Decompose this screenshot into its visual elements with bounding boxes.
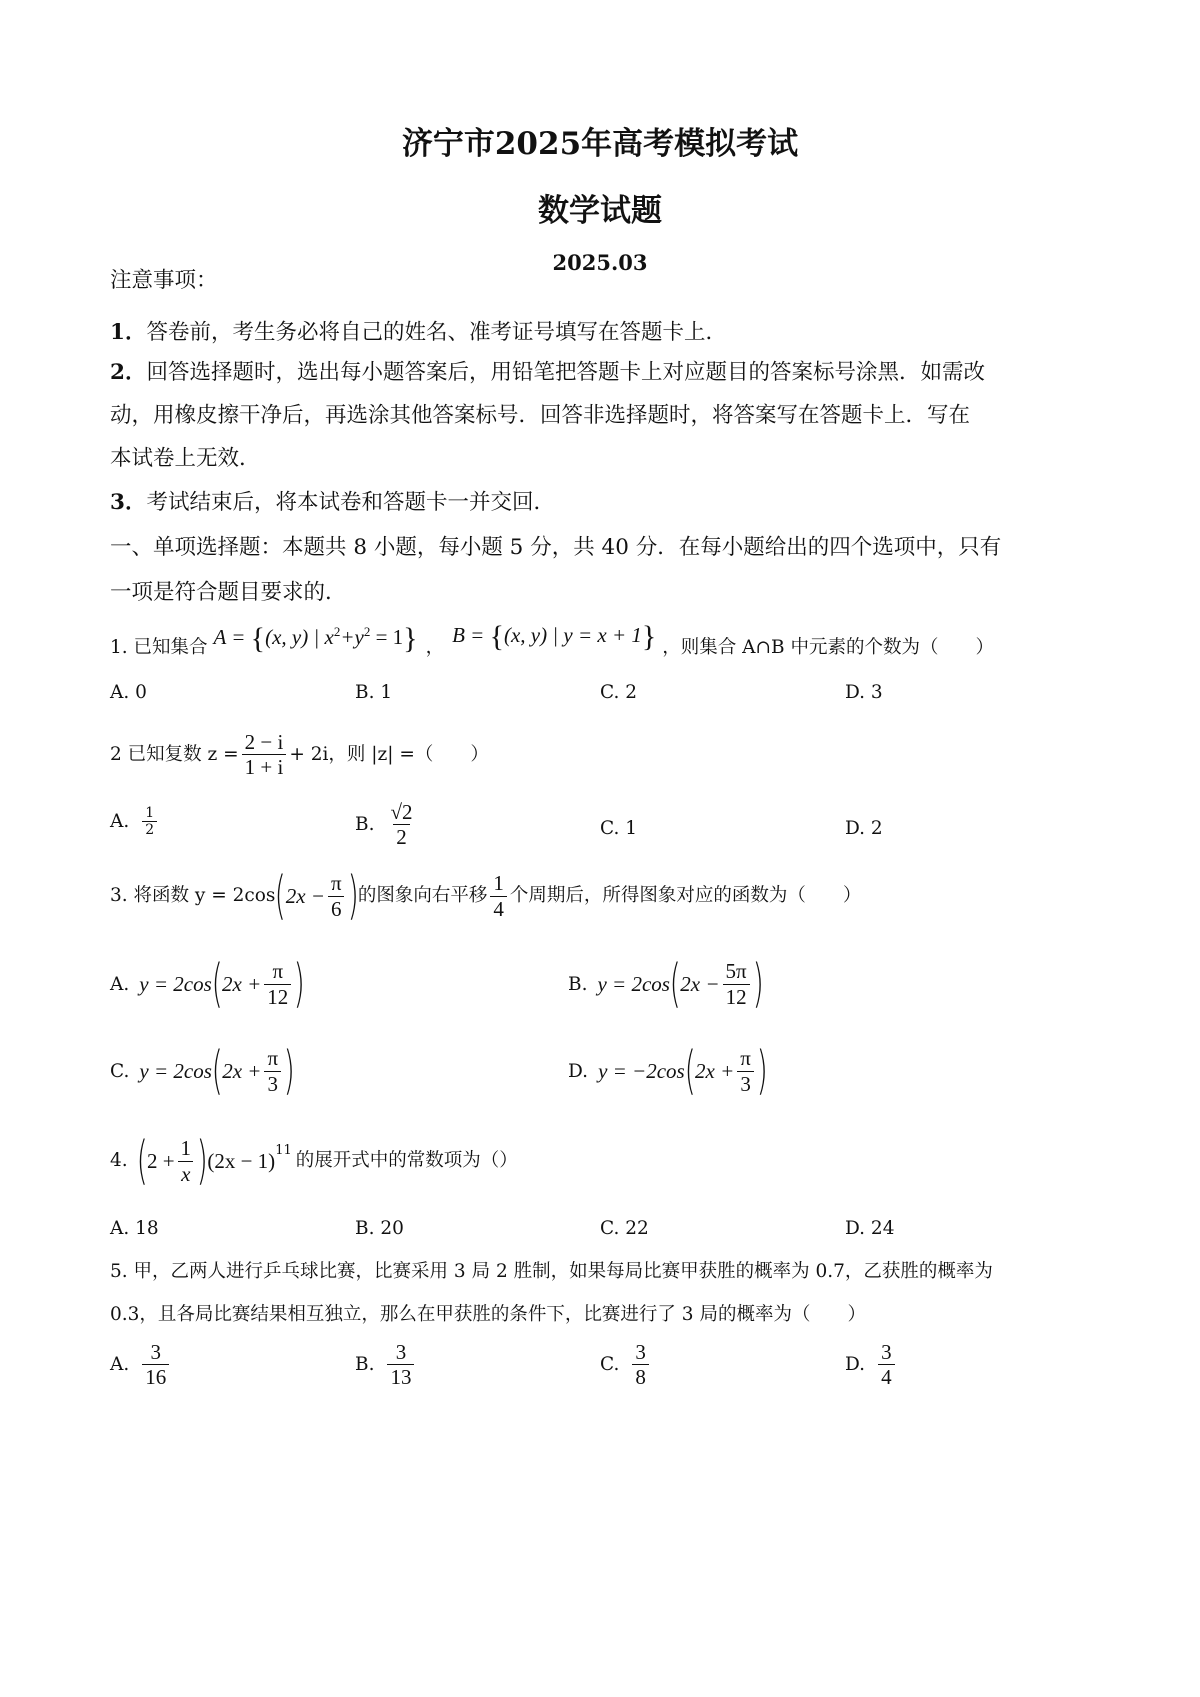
q3-period-fraction — [490, 871, 507, 920]
q2-fraction — [242, 730, 287, 779]
q2-option-b[interactable] — [355, 800, 419, 849]
fraction-numerator: π — [272, 959, 284, 984]
option-label: B. — [568, 973, 588, 995]
question-3-suffix: 个周期后，所得图象对应的函数为（ ） — [509, 885, 862, 906]
paren-close: ) — [196, 1131, 208, 1191]
set-b-lhs: B = — [452, 622, 490, 647]
q4-option-c[interactable]: C. 22 — [600, 1218, 649, 1239]
question-4-two: 2 + — [146, 1149, 175, 1173]
paren-close: ) — [752, 954, 764, 1014]
fraction-numerator: 3 — [395, 1340, 407, 1364]
brace-open: { — [250, 622, 266, 656]
option-fraction — [737, 1046, 754, 1095]
option-label: D. — [568, 1060, 589, 1082]
question-4-prefix: 4. — [110, 1150, 128, 1171]
q2-option-d[interactable]: D. 2 — [845, 818, 883, 839]
option-fraction — [387, 1340, 414, 1389]
exam-title: 济宁市2025年高考模拟考试 — [401, 126, 799, 162]
notice-num: 2． — [110, 360, 147, 385]
brace-close: } — [403, 622, 418, 656]
q5-option-a[interactable] — [110, 1340, 172, 1389]
question-1-prefix: 1. 已知集合 — [110, 636, 208, 658]
paren-open: ( — [136, 1131, 148, 1191]
fraction-denominator: 6 — [328, 896, 345, 921]
question-2-tail: + 2i，则 |z| =（ ） — [289, 743, 489, 765]
option-inner: 2x + — [695, 1058, 735, 1083]
q1-option-c[interactable]: C. 2 — [600, 682, 638, 703]
option-lhs: y = 2cos — [139, 1058, 212, 1083]
option-fraction — [632, 1340, 649, 1389]
paren-close: ) — [283, 1041, 295, 1101]
set-a-mid: +y — [340, 625, 364, 649]
paren-close: ) — [347, 866, 359, 926]
q2-option-c[interactable]: C. 1 — [600, 818, 638, 839]
option-label: B. — [355, 814, 375, 836]
fraction-denominator: 4 — [878, 1364, 895, 1389]
brace-close: } — [641, 619, 657, 653]
fraction-denominator: 16 — [142, 1364, 169, 1389]
option-lhs: y = 2cos — [139, 971, 212, 996]
question-4-suffix: 的展开式中的常数项为（） — [295, 1150, 518, 1171]
q4-option-a[interactable]: A. 18 — [110, 1218, 159, 1239]
fraction-numerator: √2 — [390, 800, 413, 824]
paren-open: ( — [669, 954, 681, 1014]
fraction-numerator: 2 − i — [244, 730, 284, 754]
comma: ， — [425, 636, 445, 658]
set-a-body: (x, y) | x — [265, 625, 334, 649]
question-5-line-1: 5. 甲，乙两人进行乒乓球比赛，比赛采用 3 局 2 胜制，如果每局比赛甲获胜的概率为 0.7，乙获胜的概率为 — [110, 1261, 993, 1282]
option-fraction — [264, 959, 291, 1008]
fraction-numerator: 5π — [725, 959, 747, 984]
fraction-numerator: π — [267, 1046, 279, 1071]
fraction-denominator: 8 — [632, 1364, 649, 1389]
question-3 — [110, 866, 862, 926]
fraction-numerator: 3 — [635, 1340, 646, 1364]
q4-option-d[interactable]: D. 24 — [845, 1218, 895, 1239]
paren-open: ( — [274, 866, 287, 926]
question-3-prefix: 3. 将函数 y = 2cos — [110, 885, 276, 906]
question-1 — [110, 619, 994, 663]
paren-open: ( — [211, 954, 223, 1014]
fraction-numerator: 3 — [881, 1340, 892, 1364]
paren-close: ) — [756, 1041, 768, 1101]
notice-item-2-line-1 — [110, 360, 985, 386]
notice-item-1 — [110, 320, 727, 346]
q1-option-a[interactable]: A. 0 — [110, 682, 147, 703]
q3-option-b[interactable] — [568, 954, 764, 1014]
q4-fraction — [178, 1136, 195, 1185]
q5-option-b[interactable] — [355, 1340, 417, 1389]
option-label: C. — [600, 1354, 620, 1376]
option-fraction — [142, 805, 157, 838]
option-lhs: y = −2cos — [598, 1058, 685, 1083]
q3-option-a[interactable] — [110, 954, 306, 1014]
option-inner: 2x − — [680, 971, 720, 996]
fraction-denominator: 4 — [490, 896, 507, 921]
option-label: A. — [110, 973, 130, 995]
set-a — [213, 620, 418, 656]
option-fraction — [387, 800, 415, 849]
section-heading-line-1: 一、单项选择题：本题共 8 小题，每小题 5 分，共 40 分．在每小题给出的四个选项中，只有 — [110, 535, 1002, 560]
fraction-denominator: 2 — [393, 824, 410, 849]
paren-open: ( — [211, 1041, 223, 1101]
set-a-end: = 1 — [370, 625, 404, 649]
q1-option-b[interactable]: B. 1 — [355, 682, 393, 703]
fraction-denominator: 12 — [723, 984, 750, 1009]
option-fraction — [264, 1046, 281, 1095]
sup-2: 2 — [333, 624, 341, 639]
notice-text: 答卷前，考生务必将自己的姓名、准考证号填写在答题卡上． — [146, 320, 727, 345]
question-2 — [110, 730, 489, 779]
option-fraction — [723, 959, 750, 1008]
q3-option-d[interactable] — [568, 1041, 768, 1101]
fraction-denominator: 3 — [737, 1071, 754, 1096]
question-1-suffix: ，则集合 A∩B 中元素的个数为（ ） — [662, 636, 994, 658]
question-2-prefix: 2 已知复数 z = — [110, 743, 239, 765]
notice-item-2-line-2: 动，用橡皮擦干净后，再选涂其他答案标号．回答非选择题时，将答案写在答题卡上．写在 — [110, 403, 971, 428]
exam-subject: 数学试题 — [538, 193, 662, 229]
q4-option-b[interactable]: B. 20 — [355, 1218, 404, 1239]
fraction-denominator: 12 — [264, 984, 291, 1009]
exponent: 11 — [275, 1143, 292, 1158]
q2-option-a[interactable] — [110, 805, 160, 838]
option-label: A. — [110, 1354, 130, 1376]
notice-heading: 注意事项： — [110, 268, 218, 293]
notice-num: 3． — [110, 490, 147, 515]
sup-2: 2 — [363, 624, 371, 639]
set-b — [452, 619, 657, 653]
option-label: B. — [355, 1354, 375, 1376]
option-label: D. — [845, 1354, 866, 1376]
section-heading-line-2: 一项是符合题目要求的． — [110, 580, 347, 605]
option-fraction — [142, 1340, 169, 1389]
option-fraction — [878, 1340, 895, 1389]
q1-option-d[interactable]: D. 3 — [845, 682, 883, 703]
fraction-denominator: 3 — [264, 1071, 281, 1096]
fraction-numerator: 3 — [150, 1340, 161, 1364]
question-3-mid: 的图象向右平移 — [357, 885, 488, 906]
fraction-denominator: 1 + i — [242, 754, 287, 779]
fraction-numerator: 1 — [180, 1136, 192, 1161]
notice-text: 考试结束后，将本试卷和答题卡一并交回． — [146, 490, 555, 515]
option-inner: 2x + — [222, 1058, 262, 1083]
notice-item-3 — [110, 490, 555, 516]
set-a-lhs: A = — [213, 625, 251, 649]
fraction-denominator: 2 — [142, 821, 157, 838]
q5-option-c[interactable] — [600, 1340, 652, 1389]
option-label: A. — [110, 811, 130, 833]
notice-num: 1． — [110, 320, 147, 345]
set-b-body: (x, y) | y = x + 1 — [503, 622, 642, 647]
question-3-inner: 2x − — [285, 884, 325, 908]
q5-option-d[interactable] — [845, 1340, 898, 1389]
question-4-tail: (2x − 1) — [207, 1149, 276, 1173]
fraction-denominator: 13 — [387, 1364, 414, 1389]
question-5-line-2: 0.3，且各局比赛结果相互独立，那么在甲获胜的条件下，比赛进行了 3 局的概率为（ ） — [110, 1304, 866, 1325]
brace-open: { — [489, 619, 504, 653]
fraction-numerator: π — [740, 1046, 751, 1071]
notice-item-2-line-3: 本试卷上无效． — [110, 446, 261, 471]
fraction-numerator: 1 — [145, 805, 155, 821]
option-label: C. — [110, 1060, 130, 1082]
fraction-numerator: 1 — [493, 871, 504, 896]
paren-close: ) — [293, 954, 306, 1014]
paren-open: ( — [684, 1041, 696, 1101]
notice-text: 回答选择题时，选出每小题答案后，用铅笔把答题卡上对应题目的答案标号涂黑．如需改 — [146, 360, 985, 385]
option-inner: 2x + — [222, 971, 262, 996]
question-4 — [110, 1131, 518, 1191]
exam-date: 2025.03 — [552, 250, 648, 275]
fraction-denominator: x — [178, 1161, 193, 1186]
option-lhs: y = 2cos — [597, 971, 670, 996]
fraction-numerator: π — [330, 871, 342, 896]
q3-fraction — [328, 871, 345, 920]
q3-option-c[interactable] — [110, 1041, 295, 1101]
